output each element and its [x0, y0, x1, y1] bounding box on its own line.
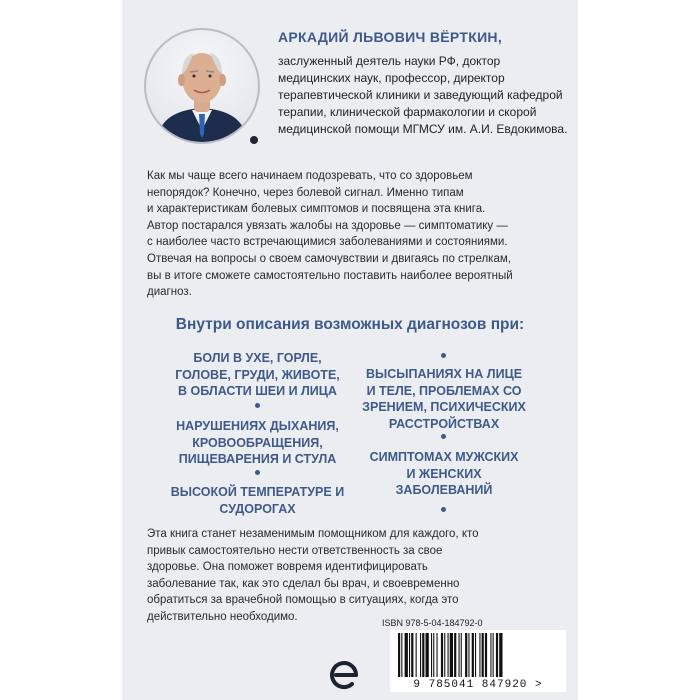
barcode-bar: [437, 633, 438, 677]
bullet-dot: [441, 434, 446, 439]
intro-line: Как мы чаще всего начинаем подозревать, что со здоровьем: [147, 170, 473, 182]
diagnosis-item-temperature: [150, 484, 365, 517]
intro-line: Автор постарался увязать жалобы на здоровье — симптоматику —: [147, 219, 508, 232]
barcode-bar: [482, 633, 484, 677]
barcode-bars: [390, 630, 566, 680]
outro-line: заболевание так, как это сделал бы врач, и своевременно: [147, 577, 460, 590]
author-bio: заслуженный деятель науки РФ, доктор медицинских наук, профессор, директор терапевтической клиники и заведующий кафедрой терапии, клинической фармакологии и скорой медицинской помощи МГМСУ им. А.И. Евдокимова.: [278, 54, 568, 136]
barcode-bar: [461, 633, 462, 677]
diagnosis-line: СИМПТОМАХ МУЖСКИХ: [369, 450, 519, 464]
intro-line: диагноз.: [147, 286, 192, 299]
diagnosis-item-rashes: [340, 366, 548, 432]
barcode-bar: [459, 633, 460, 677]
diagnosis-line: СУДОРОГАХ: [219, 501, 296, 516]
diagnosis-line: ЗАБОЛЕВАНИЙ: [395, 483, 493, 497]
diagnosis-item-male-female: [340, 449, 548, 499]
barcode-bar: [444, 633, 445, 677]
diagnosis-line: РАССТРОЙСТВАХ: [388, 416, 500, 431]
diagnosis-line: БОЛИ В УХЕ, ГОРЛЕ,: [193, 351, 322, 365]
eksmo-e-logo-icon: [327, 658, 361, 692]
diagnosis-line: ВЫСОКОЙ ТЕМПЕРАТУРЕ И: [170, 485, 345, 499]
diagnosis-line: И ТЕЛЕ, ПРОБЛЕМАХ СО: [366, 383, 522, 398]
diagnosis-line: ВЫСЫПАНИЯХ НА ЛИЦЕ: [365, 367, 523, 381]
author-name: АРКАДИЙ ЛЬВОВИЧ ВЁРТКИН,: [278, 29, 503, 45]
barcode-bar: [448, 633, 449, 677]
diagnosis-line: И ЖЕНСКИХ: [406, 466, 482, 481]
author-portrait-frame: [144, 28, 262, 146]
barcode: [390, 630, 566, 692]
diagnosis-line: НАРУШЕНИЯХ ДЫХАНИЯ,: [176, 419, 339, 433]
barcode-bar: [420, 633, 421, 677]
intro-line: вы в итоге сможете самостоятельно поставить наиболее вероятный: [147, 269, 513, 282]
barcode-bar: [496, 633, 498, 677]
barcode-bar: [431, 633, 432, 677]
intro-line: с наиболее часто встречающимися заболеваниями и состояниями.: [147, 236, 508, 249]
barcode-bar: [465, 633, 467, 677]
diagnosis-line: ЗРЕНИЕМ, ПСИХИЧЕСКИХ: [362, 400, 526, 414]
portrait-accent-dot: [250, 136, 258, 144]
barcode-bar: [401, 633, 402, 677]
bullet-dot: [441, 507, 446, 512]
outro-line: действительно необходимо.: [147, 610, 298, 623]
outro-line: обратиться за врачебной помощью в ситуациях, когда это: [147, 594, 459, 607]
barcode-bar: [411, 633, 413, 677]
barcode-bar: [398, 633, 400, 677]
bullet-dot: [441, 353, 446, 358]
closing-paragraph: [147, 526, 557, 626]
isbn-label: ISBN 978-5-04-184792-0: [382, 618, 483, 628]
intro-line: и характеристикам болевых симптомов и посвящена эта книга.: [147, 203, 486, 216]
diagnosis-line: ПИЩЕВАРЕНИЯ И СТУЛА: [178, 452, 337, 466]
diagnoses-heading: Внутри описания возможных диагнозов при:: [175, 316, 525, 333]
barcode-bar: [493, 633, 494, 677]
barcode-bar: [454, 633, 456, 677]
barcode-bar: [475, 633, 476, 677]
outro-line: привык самостоятельно нести ответственность за свое: [147, 544, 443, 557]
barcode-bar: [485, 633, 487, 677]
barcode-bar: [433, 633, 434, 677]
author-portrait: [144, 28, 260, 144]
bullet-dot: [255, 470, 260, 475]
barcode-bar: [468, 633, 469, 677]
diagnosis-line: ГОЛОВЕ, ГРУДИ, ЖИВОТЕ,: [175, 367, 340, 382]
barcode-bar: [416, 633, 417, 677]
bullet-dot: [255, 403, 260, 408]
intro-paragraph: [147, 168, 557, 301]
barcode-digits: 9 785041 847920 >: [413, 679, 543, 691]
diagnosis-item-breathing: [150, 418, 365, 468]
outro-line: здоровье. Она поможет вовремя идентифицировать: [147, 561, 428, 574]
diagnosis-line: В ОБЛАСТИ ШЕИ И ЛИЦА: [178, 384, 337, 398]
barcode-bar: [472, 633, 474, 677]
barcode-bar: [409, 633, 410, 677]
barcode-bar: [479, 633, 480, 677]
outro-line: Эта книга станет незаменимым помощником для каждого, кто: [147, 528, 479, 540]
barcode-bar: [426, 633, 429, 677]
intro-line: непорядок? Конечно, через болевой сигнал. Именно типам: [147, 186, 464, 199]
barcode-bar: [450, 633, 453, 677]
barcode-bar: [441, 633, 443, 677]
barcode-bar: [422, 633, 424, 677]
barcode-bar: [490, 633, 491, 677]
barcode-bar: [405, 633, 408, 677]
diagnosis-item-pain: [150, 350, 365, 400]
intro-line: Отвечая на вопросы о своем самочувствии и двигаясь по стрелкам,: [147, 252, 511, 265]
diagnosis-line: КРОВООБРАЩЕНИЯ,: [192, 435, 323, 450]
barcode-bar: [499, 633, 502, 677]
